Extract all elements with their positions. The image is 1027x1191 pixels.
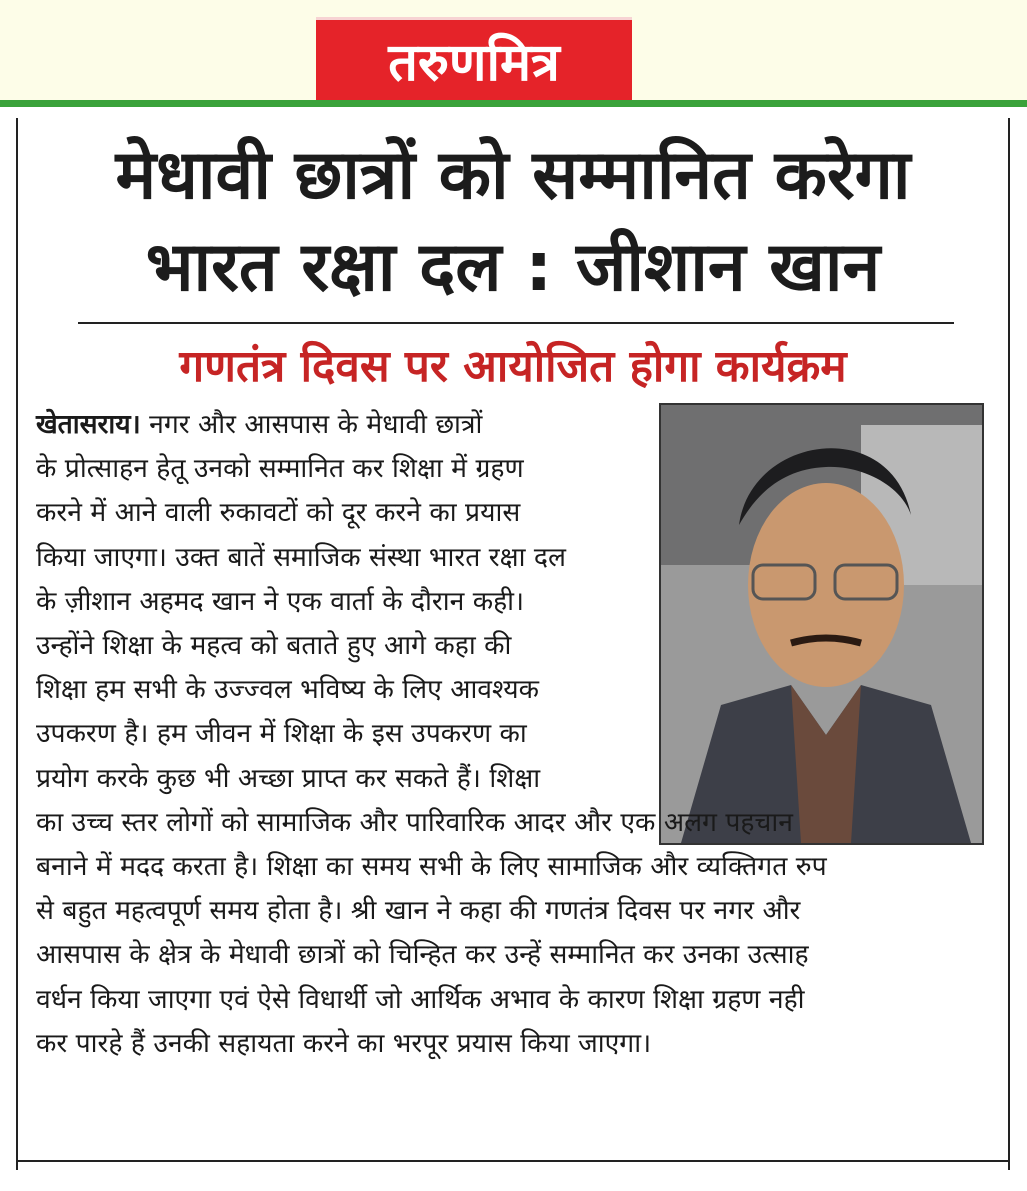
article-line: से बहुत महत्वपूर्ण समय होता है। श्री खान ने कहा की गणतंत्र दिवस पर नगर और	[36, 895, 801, 927]
headline-divider	[78, 322, 954, 324]
article-column	[36, 403, 644, 801]
article-line: खेतासराय। नगर और आसपास के मेधावी छात्रों	[36, 409, 483, 440]
article-body	[36, 403, 996, 1066]
newspaper-name: तरुणमित्र	[388, 31, 560, 93]
article-line: बनाने में मदद करता है। शिक्षा का समय सभी के लिए सामाजिक और व्यक्तिगत रुप	[36, 851, 827, 883]
headline	[30, 130, 996, 314]
article-line: प्रयोग करके कुछ भी अच्छा प्राप्त कर सकते हैं। शिक्षा	[36, 762, 541, 794]
dateline: खेतासराय।	[36, 409, 141, 440]
article-bottom-rule	[16, 1160, 1010, 1162]
article-line: कर पारहे हैं उनकी सहायता करने का भरपूर प्रयास किया जाएगा।	[36, 1027, 652, 1059]
article-line: करने में आने वाली रुकावटों को दूर करने का प्रयास	[36, 497, 521, 529]
subheadline: गणतंत्र दिवस पर आयोजित होगा कार्यक्रम	[179, 341, 847, 392]
headline-line-2: भारत रक्षा दल : जीशान खान	[145, 228, 881, 307]
headline-line-1: मेधावी छात्रों को सम्मानित करेगा	[115, 136, 911, 215]
masthead-divider	[0, 100, 1027, 107]
article-line: उन्होंने शिक्षा के महत्व को बताते हुए आगे कहा की	[36, 630, 512, 662]
article-line: किया जाएगा। उक्त बातें समाजिक संस्था भारत रक्षा दल	[36, 541, 566, 573]
article-line: का उच्च स्तर लोगों को सामाजिक और पारिवारिक आदर और एक अलग पहचान	[36, 806, 793, 838]
article-line: उपकरण है। हम जीवन में शिक्षा के इस उपकरण का	[36, 718, 527, 750]
newspaper-logo	[316, 17, 632, 100]
article-line: के ज़ीशान अहमद खान ने एक वार्ता के दौरान कही।	[36, 585, 525, 617]
article-line: वर्धन किया जाएगा एवं ऐसे विधार्थी जो आर्थिक अभाव के कारण शिक्षा ग्रहण नही	[36, 983, 805, 1015]
article-line: शिक्षा हम सभी के उज्ज्वल भविष्य के लिए आवश्यक	[36, 674, 539, 706]
article-line: आसपास के क्षेत्र के मेधावी छात्रों को चिन्हित कर उन्हें सम्मानित कर उनका उत्साह	[36, 939, 809, 971]
article-line: के प्रोत्साहन हेतू उनको सम्मानित कर शिक्षा में ग्रहण	[36, 453, 524, 485]
